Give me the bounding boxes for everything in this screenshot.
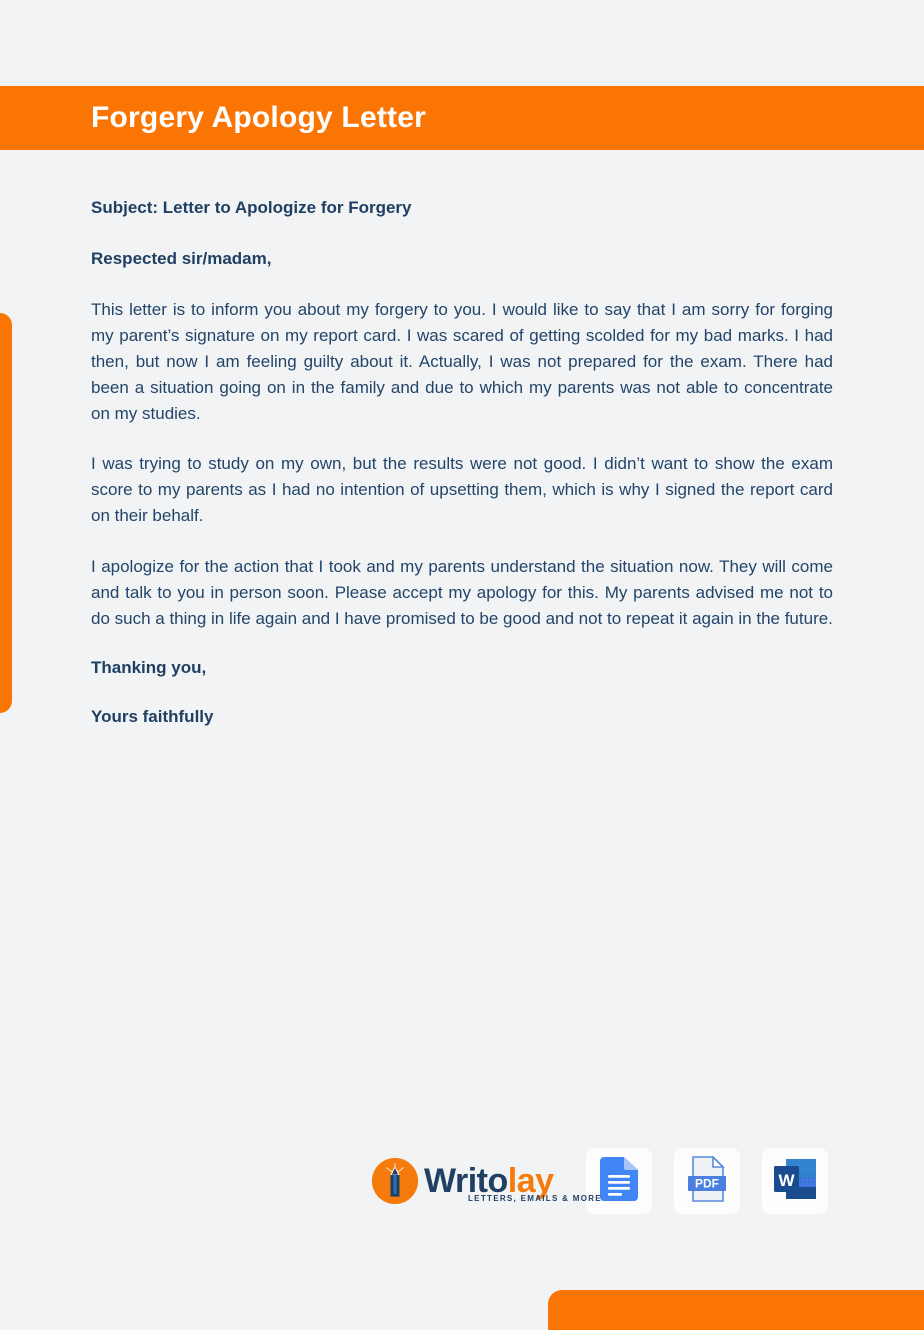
letter-closing: Yours faithfully	[91, 707, 214, 727]
download-word-button[interactable]	[762, 1148, 828, 1214]
pencil-circle-icon	[372, 1158, 418, 1204]
letter-paragraph: I apologize for the action that I took and my parents understand the situation now. They will come and talk to you in person soon. Please accept my apology for this. My parents advised me not to do such a thing in life again and I have promised to be good and not to repeat it again in the future.	[91, 556, 833, 628]
brand-name-accent: lay	[507, 1162, 554, 1200]
brand-tagline: LETTERS, EMAILS & MORE	[468, 1194, 602, 1203]
brand-name-primary: Writo	[424, 1162, 508, 1200]
left-accent-bar	[0, 313, 12, 713]
page-title: Forgery Apology Letter	[91, 101, 426, 134]
word-icon-label: W	[778, 1170, 795, 1190]
writolay-logo[interactable]	[372, 1150, 602, 1212]
footer-bar	[372, 1148, 828, 1214]
bottom-accent-bar	[548, 1290, 924, 1330]
download-pdf-button[interactable]	[674, 1148, 740, 1214]
pdf-icon	[687, 1156, 727, 1207]
letter-paragraph: I was trying to study on my own, but the results were not good. I didn’t want to show the exam score to my parents as I had no intention of upsetting them, which is why I signed the report card on their behalf.	[91, 454, 833, 526]
letter-paragraph: This letter is to inform you about my forgery to you. I would like to say that I am sorry for forging my parent’s signature on my report card. I was scared of getting scolded for my bad marks. I had then, but now I am feeling guilty about it. Actually, I was not prepared for the exam. There had been a situation going on in the family and due to which my parents was not able to concentrate on my studies.	[91, 300, 833, 423]
letter-thanking: Thanking you,	[91, 658, 207, 678]
google-docs-icon	[600, 1157, 638, 1206]
writolay-wordmark	[424, 1162, 602, 1203]
letter-subject: Subject: Letter to Apologize for Forgery	[91, 198, 412, 217]
download-google-docs-button[interactable]	[586, 1148, 652, 1214]
page-header-banner	[0, 86, 924, 150]
letter-salutation: Respected sir/madam,	[91, 248, 272, 268]
word-icon	[774, 1157, 816, 1206]
pdf-icon-label: PDF	[695, 1176, 719, 1190]
letter-content	[91, 196, 833, 730]
brand-name	[424, 1164, 554, 1198]
